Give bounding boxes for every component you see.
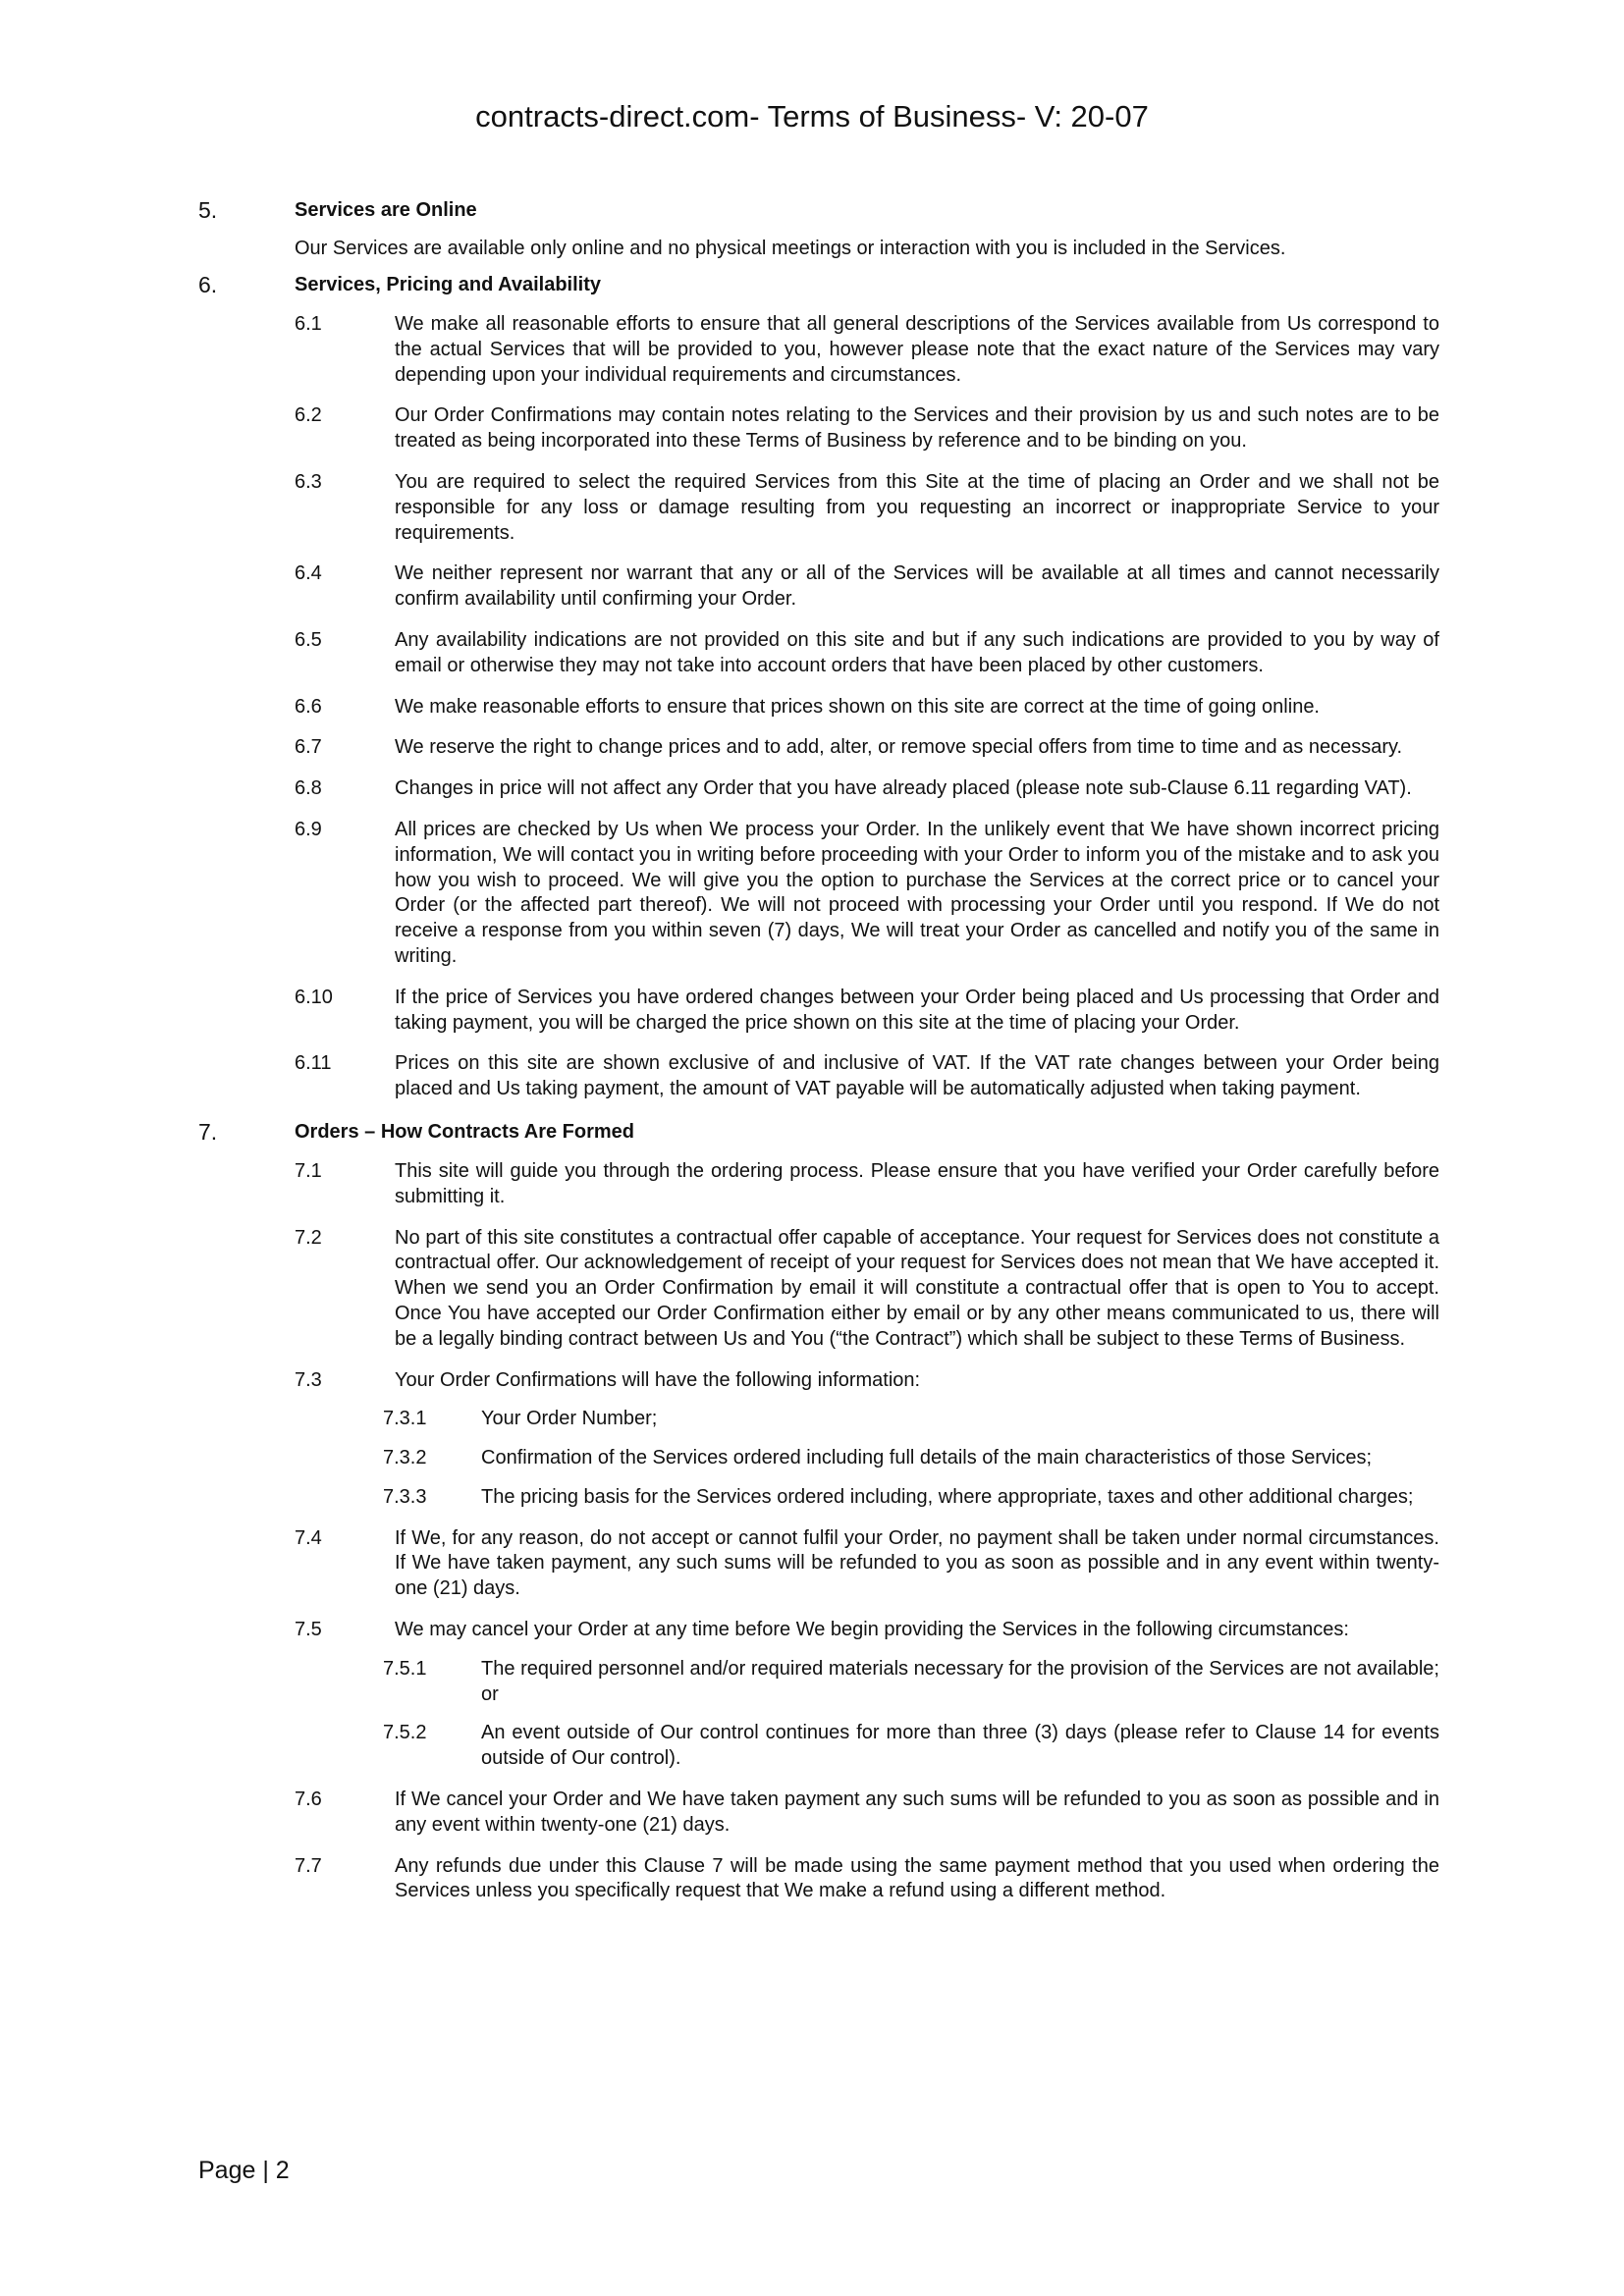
clause [198, 776, 1439, 802]
clause-text: We neither represent nor warrant that any or all of the Services will be available at all times and cannot necessarily confirm availability until confirming your Order. [395, 562, 1439, 611]
clause [198, 628, 1439, 679]
clause-list [198, 1159, 1439, 1904]
clause-text: We reserve the right to change prices and to add, alter, or remove special offers from time to time and as necessary. [395, 736, 1403, 759]
subclause-number: 7.5.1 [383, 1657, 427, 1680]
clause-number: 6.1 [295, 313, 322, 335]
subclause-text: An event outside of Our control continues for more than three (3) days (please refer to Clause 14 for events outside of Our control). [481, 1722, 1439, 1770]
subclause [198, 1657, 1439, 1708]
clause-text: Our Order Confirmations may contain notes relating to the Services and their provision by us and such notes are to be treated as being incorporated into these Terms of Business by reference and to be binding on you. [395, 404, 1439, 453]
clause-text: We make reasonable efforts to ensure that prices shown on this site are correct at the time of going online. [395, 695, 1320, 718]
clause [198, 1618, 1439, 1772]
subclause-text: Confirmation of the Services ordered including full details of the main characteristics of those Services; [481, 1447, 1373, 1469]
document-body [198, 196, 1439, 1920]
clause-number: 6.5 [295, 628, 322, 651]
section-title: Services, Pricing and Availability [295, 274, 601, 295]
clause-number: 6.9 [295, 818, 322, 840]
subclause-text: The required personnel and/or required materials necessary for the provision of the Services are not available; or [481, 1657, 1439, 1705]
section [198, 196, 1439, 261]
clause-number: 6.11 [295, 1052, 332, 1075]
subclause [198, 1721, 1439, 1772]
subclause-number: 7.3.2 [383, 1447, 427, 1469]
clause-number: 7.1 [295, 1159, 322, 1182]
clause-number: 6.3 [295, 470, 322, 493]
section-title: Services are Online [295, 199, 477, 221]
clause-number: 6.2 [295, 404, 322, 427]
clause-number: 7.7 [295, 1854, 322, 1877]
clause-number: 7.2 [295, 1226, 322, 1249]
clause [198, 1788, 1439, 1839]
clause-number: 6.6 [295, 695, 322, 718]
clause-text: Any availability indications are not provided on this site and but if any such indications are provided to you by way of email or otherwise they may not take into account orders that have been placed by other customers. [395, 628, 1439, 676]
clause-text: We may cancel your Order at any time before We begin providing the Services in the following circumstances: [395, 1619, 1349, 1641]
clause-text: If the price of Services you have ordered changes between your Order being placed and Us processing that Order and taking payment, you will be charged the price shown on this site at the time of placing your Order. [395, 986, 1439, 1034]
clause-number: 7.5 [295, 1619, 322, 1641]
page-number: Page | 2 [198, 2157, 290, 2184]
section-body: Our Services are available only online and no physical meetings or interaction with you is included in the Services. [295, 238, 1286, 259]
clause [198, 312, 1439, 388]
subclause [198, 1446, 1439, 1471]
subclause [198, 1407, 1439, 1432]
clause-number: 6.10 [295, 986, 333, 1008]
subclause-number: 7.3.1 [383, 1408, 427, 1430]
clause-number: 7.3 [295, 1368, 322, 1391]
document-header: contracts-direct.com- Terms of Business- V: 20-07 [475, 99, 1149, 133]
clause [198, 1854, 1439, 1905]
clause-text: All prices are checked by Us when We process your Order. In the unlikely event that We have shown incorrect pricing information, We will contact you in writing before proceeding with your Order to inform you of the mistake and to ask you how you wish to proceed. We will give you the option to purchase the Services at the correct price or to cancel your Order (or the affected part thereof). We will not proceed with processing your Order until you respond. If We do not receive a response from you within seven (7) days, We will treat your Order as cancelled and notify you of the same in writing. [395, 818, 1439, 967]
section [198, 1118, 1439, 1904]
clause-number: 7.6 [295, 1789, 322, 1811]
clause [198, 403, 1439, 454]
clause-text: Your Order Confirmations will have the following information: [395, 1368, 921, 1391]
clause [198, 1226, 1439, 1353]
section-title: Orders – How Contracts Are Formed [295, 1120, 635, 1143]
clause-text: Changes in price will not affect any Order that you have already placed (please note sub-Clause 6.11 regarding VAT). [395, 777, 1412, 800]
section-number: 7. [198, 1118, 218, 1145]
clause [198, 1159, 1439, 1210]
subclause-number: 7.5.2 [383, 1722, 427, 1744]
clause-text: We make all reasonable efforts to ensure that all general descriptions of the Services available from Us correspond to the actual Services that will be provided to you, however please note that the exact nature of the Services may vary depending upon your individual requirements and circumstances. [395, 313, 1439, 386]
clause-text: No part of this site constitutes a contractual offer capable of acceptance. Your request for Services does not constitute a contractual offer. Our acknowledgement of receipt of your request for Services does not mean that We have accepted it. When we send you an Order Confirmation by email it will constitute a contractual offer that is open to You to accept. Once You have accepted our Order Confirmation either by email or by any other means communicated to us, there will be a legally binding contract between Us and You (“the Contract”) which shall be subject to these Terms of Business. [395, 1226, 1439, 1350]
subclause-number: 7.3.3 [383, 1485, 427, 1508]
clause [198, 986, 1439, 1037]
clause-number: 6.8 [295, 777, 322, 800]
section [198, 271, 1439, 1102]
clause [198, 1368, 1439, 1511]
subclause-text: The pricing basis for the Services ordered including, where appropriate, taxes and other additional charges; [481, 1485, 1414, 1508]
subclause-text: Your Order Number; [481, 1408, 658, 1430]
clause-list [198, 312, 1439, 1102]
clause-text: This site will guide you through the ordering process. Please ensure that you have verified your Order carefully before submitting it. [395, 1159, 1439, 1207]
subclause [198, 1485, 1439, 1511]
clause [198, 561, 1439, 613]
clause [198, 818, 1439, 970]
clause-number: 6.7 [295, 736, 322, 759]
section-number: 6. [198, 272, 218, 297]
clause-text: Prices on this site are shown exclusive of and inclusive of VAT. If the VAT rate changes between your Order being placed and Us taking payment, the amount of VAT payable will be automatically adjusted when taking payment. [395, 1052, 1439, 1100]
clause [198, 1526, 1439, 1602]
section-number: 5. [198, 197, 218, 223]
clause-text: If We cancel your Order and We have taken payment any such sums will be refunded to you as soon as possible and in any event within twenty-one (21) days. [395, 1789, 1439, 1836]
clause-number: 7.4 [295, 1526, 322, 1549]
clause-text: If We, for any reason, do not accept or cannot fulfil your Order, no payment shall be taken under normal circumstances. If We have taken payment, any such sums will be refunded to you as soon as possible and in any event within twenty-one (21) days. [395, 1526, 1439, 1600]
clause-text: You are required to select the required Services from this Site at the time of placing an Order and we shall not be responsible for any loss or damage resulting from you requesting an incorrect or inappropriate Service to your requirements. [395, 470, 1439, 544]
clause [198, 735, 1439, 761]
clause-text: Any refunds due under this Clause 7 will be made using the same payment method that you used when ordering the Services unless you specifically request that We make a refund using a different method. [395, 1854, 1439, 1902]
clause [198, 470, 1439, 546]
clause-number: 6.4 [295, 562, 322, 585]
clause [198, 1051, 1439, 1102]
clause [198, 695, 1439, 721]
